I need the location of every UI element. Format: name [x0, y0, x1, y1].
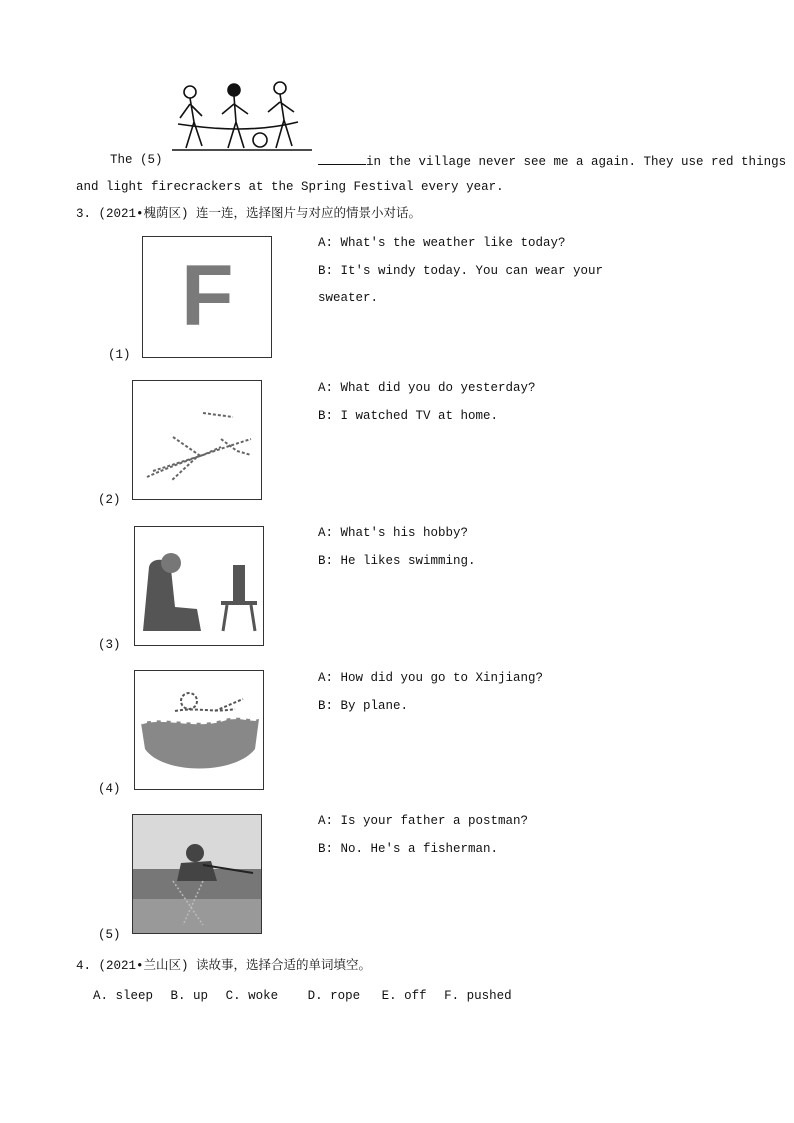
option-c[interactable]: C. woke	[225, 989, 279, 1003]
dialog-3-b: B: He likes swimming.	[318, 554, 476, 568]
letter-f-icon: F	[181, 248, 234, 344]
option-b[interactable]: B. up	[170, 989, 209, 1003]
story-line-1-suffix: in the village never see me a again. They use red things	[366, 155, 787, 169]
item-number-4: (4)	[98, 782, 121, 796]
dialog-4-a: A: How did you go to Xinjiang?	[318, 671, 544, 685]
dialog-2-a: A: What did you do yesterday?	[318, 381, 536, 395]
item-number-2: (2)	[98, 493, 121, 507]
dialog-1-c: sweater.	[318, 291, 379, 305]
dialog-1-a: A: What's the weather like today?	[318, 236, 566, 250]
story-line-1-prefix: The (5)	[110, 153, 163, 167]
fisherman-icon	[133, 815, 261, 933]
tv-watching-icon	[135, 527, 263, 645]
villagers-illustration	[168, 78, 316, 160]
q4-options	[93, 988, 512, 1004]
dialog-1-b: B: It's windy today. You can wear your	[318, 264, 604, 278]
story-line-1-suffix-row	[318, 152, 786, 170]
picture-frame-2[interactable]	[132, 380, 262, 500]
option-d[interactable]: D. rope	[307, 989, 361, 1003]
picture-frame-1[interactable]	[142, 236, 272, 358]
story-line-2: and light firecrackers at the Spring Festival every year.	[76, 180, 504, 194]
option-f[interactable]: F. pushed	[444, 989, 512, 1003]
story-line-1	[110, 152, 163, 168]
option-a[interactable]: A. sleep	[93, 989, 154, 1003]
picture-frame-3[interactable]	[134, 526, 264, 646]
answer-blank[interactable]	[318, 152, 366, 165]
dialog-4-b: B: By plane.	[318, 699, 409, 713]
swimmer-icon	[135, 671, 263, 789]
q4-title: 4. (2021•兰山区) 读故事，选择合适的单词填空。	[76, 959, 372, 973]
picture-frame-4[interactable]	[134, 670, 264, 790]
q3-title: 3. (2021•槐荫区) 连一连，选择图片与对应的情景小对话。	[76, 207, 422, 221]
airplane-icon	[133, 381, 261, 499]
dialog-5-a: A: Is your father a postman?	[318, 814, 529, 828]
dialog-3-a: A: What's his hobby?	[318, 526, 469, 540]
dialog-5-b: B: No. He's a fisherman.	[318, 842, 499, 856]
item-number-5: (5)	[98, 928, 121, 942]
item-number-3: (3)	[98, 638, 121, 652]
dialog-2-b: B: I watched TV at home.	[318, 409, 499, 423]
item-number-1: (1)	[108, 348, 131, 362]
picture-frame-5[interactable]	[132, 814, 262, 934]
option-e[interactable]: E. off	[381, 989, 427, 1003]
